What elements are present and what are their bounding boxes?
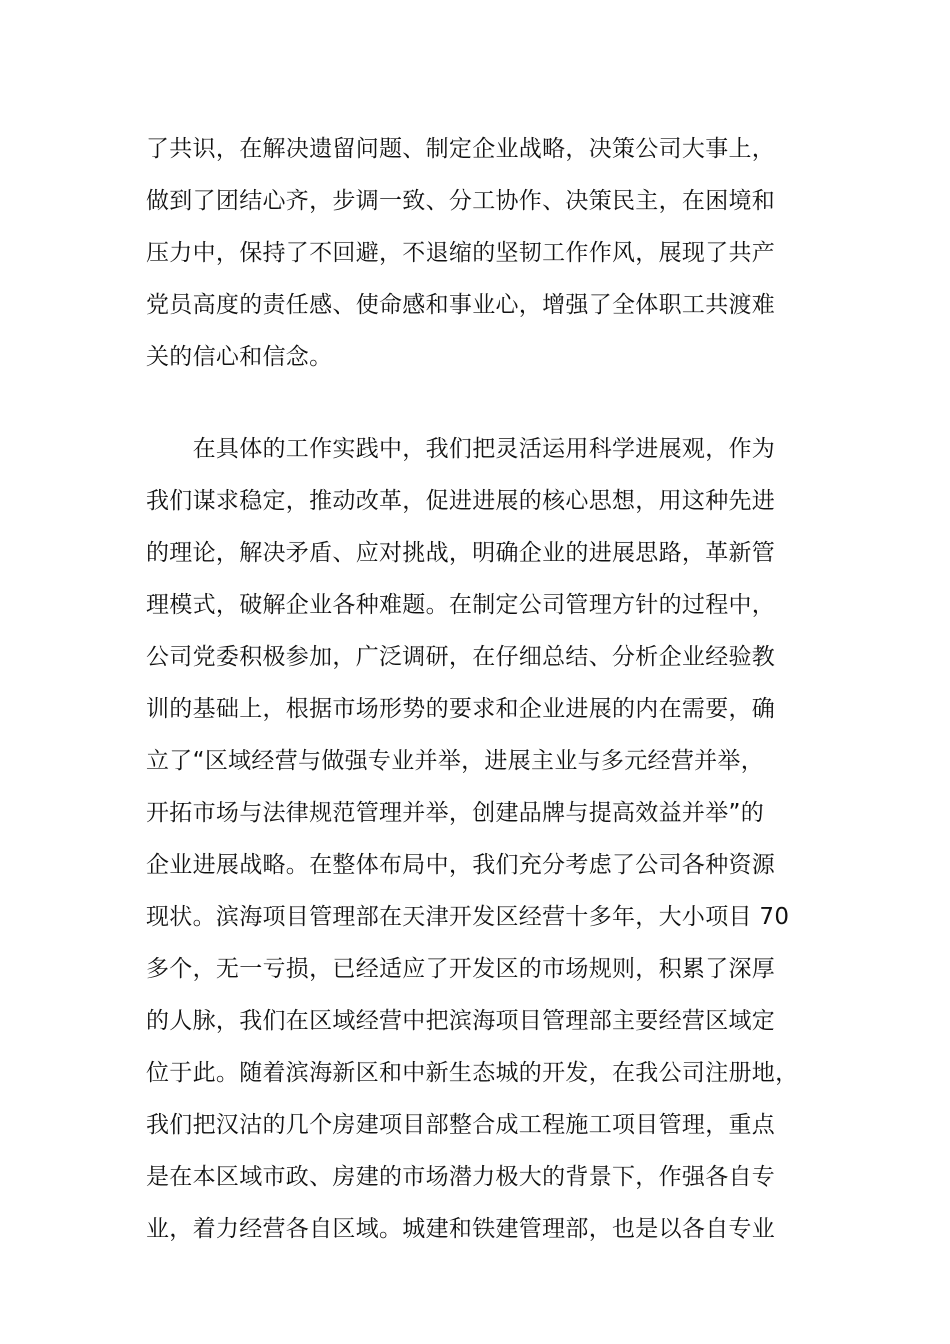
text-line: 企业进展战略。在整体布局中，我们充分考虑了公司各种资源 bbox=[146, 852, 776, 878]
text-line: 现状。滨海项目管理部在天津开发区经营十多年，大小项目 70 bbox=[146, 904, 790, 930]
text-line: 立了“区域经营与做强专业并举，进展主业与多元经营并举， bbox=[146, 748, 765, 774]
text-line: 开拓市场与法律规范管理并举，创建品牌与提高效益并举”的 bbox=[146, 800, 765, 826]
text-line: 我们把汉沽的几个房建项目部整合成工程施工项目管理，重点 bbox=[146, 1112, 776, 1138]
text-line: 训的基础上，根据市场形势的要求和企业进展的内在需要，确 bbox=[146, 696, 776, 722]
text-line: 党员高度的责任感、使命感和事业心，增强了全体职工共渡难 bbox=[146, 292, 776, 318]
text-line: 是在本区域市政、房建的市场潜力极大的背景下，作强各自专 bbox=[146, 1164, 776, 1190]
text-line: 的理论，解决矛盾、应对挑战，明确企业的进展思路，革新管 bbox=[146, 540, 776, 566]
text-line: 做到了团结心齐，步调一致、分工协作、决策民主，在困境和 bbox=[146, 188, 776, 214]
text-line: 业，着力经营各自区域。城建和铁建管理部，也是以各自专业 bbox=[146, 1216, 776, 1242]
text-line: 关的信心和信念。 bbox=[146, 344, 333, 370]
text-line: 理模式，破解企业各种难题。在制定公司管理方针的过程中， bbox=[146, 592, 776, 618]
text-line: 公司党委积极参加，广泛调研，在仔细总结、分析企业经验教 bbox=[146, 644, 776, 670]
text-line: 在具体的工作实践中，我们把灵活运用科学进展观，作为 bbox=[146, 436, 776, 462]
text-line: 我们谋求稳定，推动改革，促进进展的核心思想，用这种先进 bbox=[146, 488, 776, 514]
text-line: 压力中，保持了不回避，不退缩的坚韧工作作风，展现了共产 bbox=[146, 240, 776, 266]
paragraph-2 bbox=[146, 423, 846, 1255]
paragraph-1 bbox=[146, 123, 846, 383]
text-line: 的人脉，我们在区域经营中把滨海项目管理部主要经营区域定 bbox=[146, 1008, 776, 1034]
text-line: 位于此。随着滨海新区和中新生态城的开发，在我公司注册地， bbox=[146, 1060, 799, 1086]
text-line: 了共识，在解决遗留问题、制定企业战略，决策公司大事上， bbox=[146, 136, 776, 162]
text-line: 多个，无一亏损，已经适应了开发区的市场规则，积累了深厚 bbox=[146, 956, 776, 982]
